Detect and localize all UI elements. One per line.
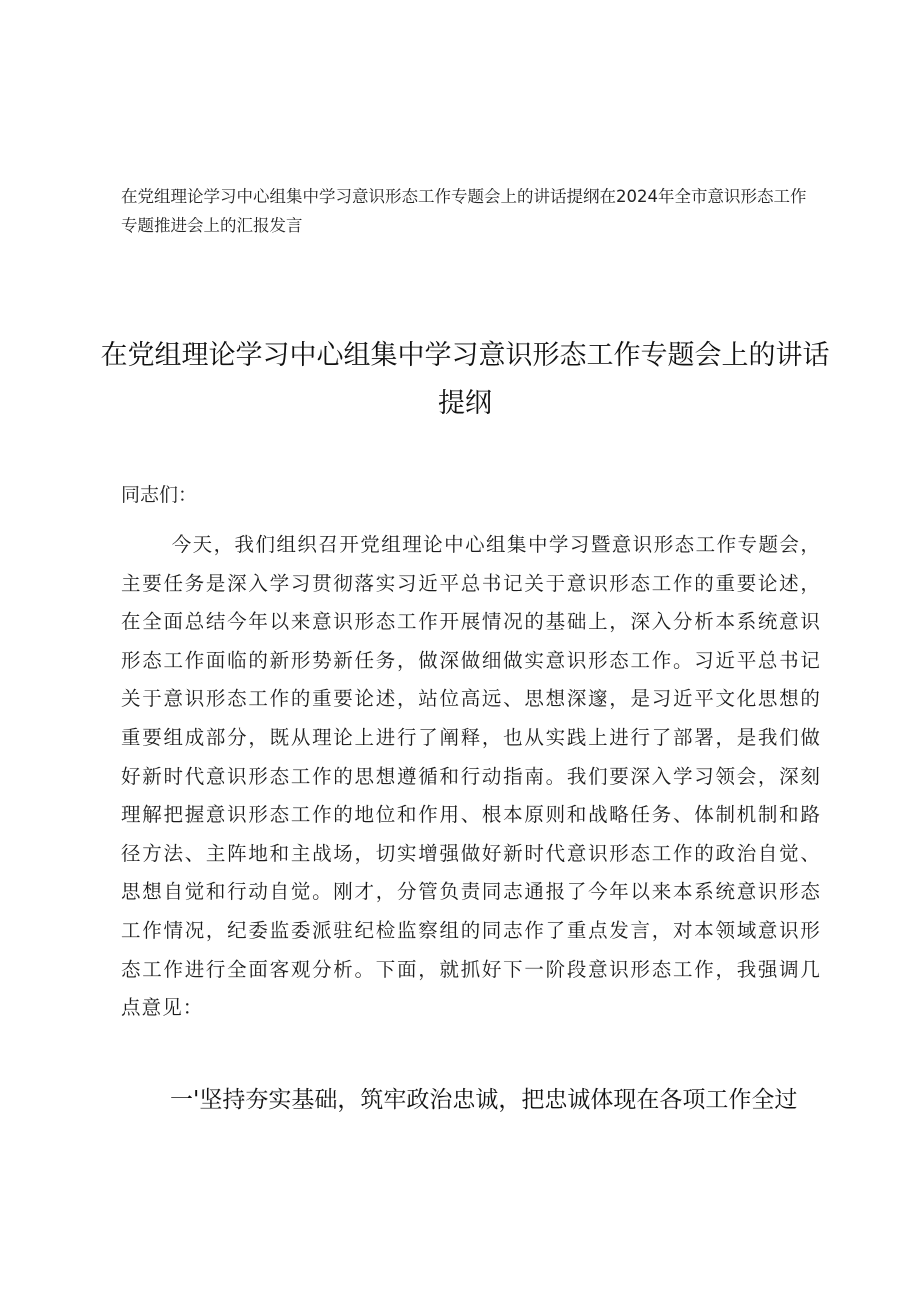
document-title: 在党组理论学习中心组集中学习意识形态工作专题会上的讲话提纲 xyxy=(100,340,830,419)
salutation: 同志们： xyxy=(121,484,198,506)
document-header: 在党组理论学习中心组集中学习意识形态工作专题会上的讲话提纲在2024年全市意识形态工作专题推进会上的汇报发言 xyxy=(121,187,807,235)
body-paragraph: 今天，我们组织召开党组理论中心组集中学习暨意识形态工作专题会，主要任务是深入学习贯彻落实习近平总书记关于意识形态工作的重要论述，在全面总结今年以来意识形态工作开展情况的基础上，深入分析本系统意识形态工作面临的新形势新任务，做深做细做实意识形态工作。习近平总书记关于意识形态工作的重要论述，站位高远、思想深邃，是习近平文化思想的重要组成部分，既从理论上进行了阐释，也从实践上进行了部署，是我们做好新时代意识形态工作的思想遵循和行动指南。我们要深入学习领会，深刻理解把握意识形态工作的地位和作用、根本原则和战略任务、体制机制和路径方法、主阵地和主战场，切实增强做好新时代意识形态工作的政治自觉、思想自觉和行动自觉。刚才，分管负责同志通报了今年以来本系统意识形态工作情况，纪委监委派驻纪检监察组的同志作了重点发言，对本领域意识形态工作进行全面客观分析。下面，就抓好下一阶段意识形态工作，我强调几点意见： xyxy=(121,533,821,1020)
section-heading: 一'坚持夯实基础，筑牢政治忠诚，把忠诚体现在各项工作全过 xyxy=(170,1087,798,1113)
